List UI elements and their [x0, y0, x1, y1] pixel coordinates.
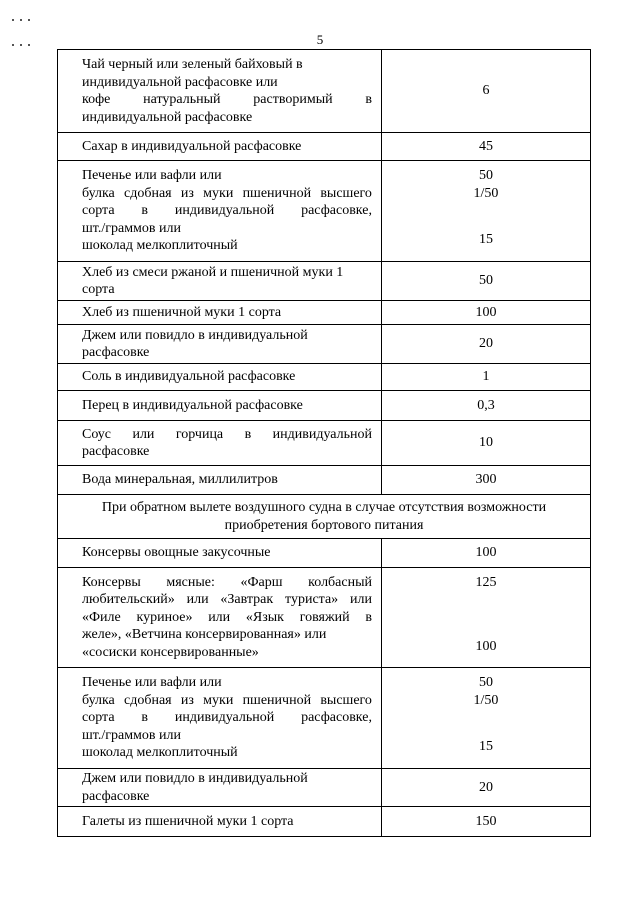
table-row [58, 466, 591, 495]
table-row [58, 364, 591, 391]
qty-sugar: 45 [382, 133, 591, 161]
item-salt: Соль в индивидуальной расфасовке [58, 364, 382, 391]
item-tea-coffee: Чай черный или зеленый байховый в индивидуальной расфасовке или кофе натуральный растворимый в индивидуальной расфасовке [58, 50, 382, 133]
qty-galettes: 150 [382, 807, 591, 837]
table-row [58, 301, 591, 325]
item-bread-rye-wheat: Хлеб из смеси ржаной и пшеничной муки 1 сорта [58, 262, 382, 301]
item-jam: Джем или повидло в индивидуальной расфасовке [58, 325, 382, 364]
page-number: 5 [316, 32, 324, 47]
section-header-return-flight: При обратном вылете воздушного судна в случае отсутствия возможности приобретения бортового питания [58, 495, 591, 539]
table-row [58, 50, 591, 133]
qty-bread-rye-wheat: 50 [382, 262, 591, 301]
qty-mineral-water: 300 [382, 466, 591, 495]
item-galettes: Галеты из пшеничной муки 1 сорта [58, 807, 382, 837]
scan-artifact [12, 19, 40, 21]
table-row [58, 133, 591, 161]
qty-salt: 1 [382, 364, 591, 391]
item-jam: Джем или повидло в индивидуальной расфасовке [58, 769, 382, 807]
table-row [58, 421, 591, 466]
qty-jam: 20 [382, 325, 591, 364]
qty-bread-wheat: 100 [382, 301, 591, 325]
item-mineral-water: Вода минеральная, миллилитров [58, 466, 382, 495]
item-cookies-or-bun: Печенье или вафли или булка сдобная из муки пшеничной высшего сорта в индивидуальной расфасовке, шт./граммов или шоколад мелкоплиточный [58, 161, 382, 262]
table-row [58, 807, 591, 837]
table-row [58, 262, 591, 301]
table-row [58, 539, 591, 568]
table-row [58, 668, 591, 769]
qty-canned-vegetables: 100 [382, 539, 591, 568]
qty-canned-meat: 125 100 [382, 568, 591, 668]
table-row [58, 391, 591, 421]
ration-table [57, 49, 591, 837]
item-pepper: Перец в индивидуальной расфасовке [58, 391, 382, 421]
qty-cookies-or-bun: 50 1/50 15 [382, 668, 591, 769]
table-row [58, 495, 591, 539]
item-canned-meat: Консервы мясные: «Фарш колбасный любительский» или «Завтрак туриста» или «Филе куриное» или «Язык говяжий в желе», «Ветчина консервированная» или «сосиски консервированные» [58, 568, 382, 668]
table-row [58, 769, 591, 807]
item-canned-vegetables: Консервы овощные закусочные [58, 539, 382, 568]
item-bread-wheat: Хлеб из пшеничной муки 1 сорта [58, 301, 382, 325]
qty-pepper: 0,3 [382, 391, 591, 421]
table-row [58, 568, 591, 668]
table-row [58, 325, 591, 364]
table-row [58, 161, 591, 262]
item-sauce-mustard: Соус или горчица в индивидуальной расфасовке [58, 421, 382, 466]
item-sugar: Сахар в индивидуальной расфасовке [58, 133, 382, 161]
qty-sauce-mustard: 10 [382, 421, 591, 466]
qty-jam: 20 [382, 769, 591, 807]
qty-tea-coffee: 6 [382, 50, 591, 133]
qty-cookies-or-bun: 50 1/50 15 [382, 161, 591, 262]
item-cookies-or-bun: Печенье или вафли или булка сдобная из муки пшеничной высшего сорта в индивидуальной расфасовке, шт./граммов или шоколад мелкоплиточный [58, 668, 382, 769]
